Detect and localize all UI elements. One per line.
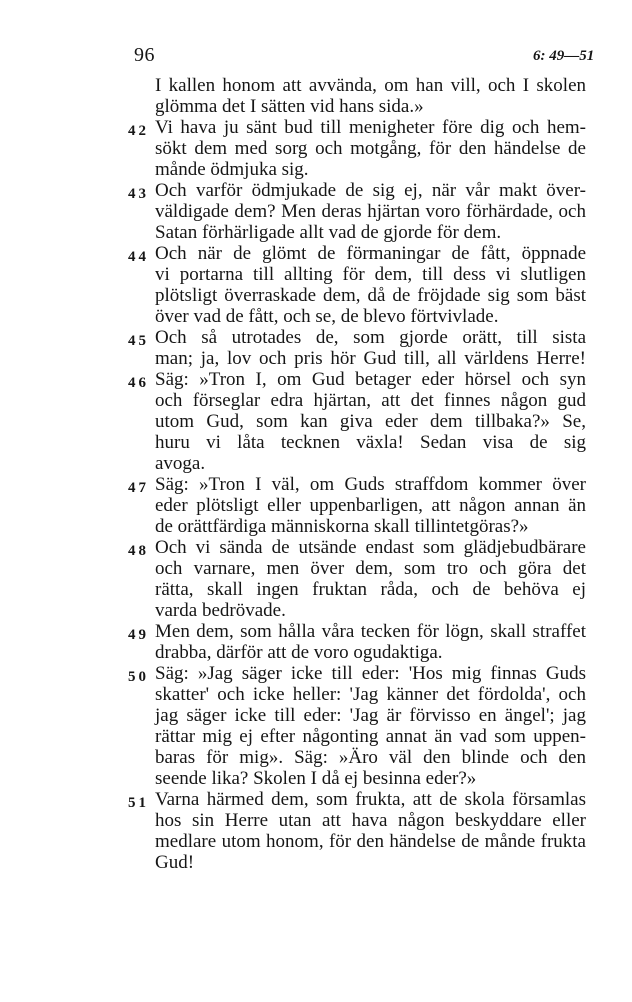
verse-line: Och så utrotades de, som gjorde orätt, till sista [155, 327, 586, 348]
verse-line: Och när de glömt de förmaningar de fått, öppnade [155, 243, 586, 264]
verse-line: de orättfärdiga människorna skall tillintetgöras?» [155, 516, 529, 537]
verse-line: rätta, skall ingen fruktan råda, och de behöva ej [155, 579, 586, 600]
verse-line: Gud! [155, 852, 195, 873]
verse-line: Men dem, som hålla våra tecken för lögn, skall straffet [155, 621, 586, 642]
verse-line: utom Gud, som kan giva eder dem tillbaka?» Se, [155, 411, 586, 432]
verse-number: 42 [128, 123, 149, 139]
verse-line: Säg: »Tron I, om Gud betager eder hörsel och syn [155, 369, 586, 390]
verse-line: varda bedrövade. [155, 600, 286, 621]
verse-line: huru vi låta tecknen växla! Sedan visa de sig [155, 432, 586, 453]
verse-line: Säg: »Jag säger icke till eder: 'Hos mig finnas Guds [155, 663, 586, 684]
verse-line: drabba, därför att de voro ogudaktiga. [155, 642, 443, 663]
verse-number: 49 [128, 627, 149, 643]
verse-line: I kallen honom att avvända, om han vill, och I skolen [155, 75, 586, 96]
verse-line: Varna härmed dem, som frukta, att de skola församlas [155, 789, 586, 810]
verse-line: avoga. [155, 453, 206, 474]
verse-line: jag säger icke till eder: 'Jag är förvisso en ängel'; jag [155, 705, 586, 726]
verse-line: Satan förhärligade allt vad de gjorde för dem. [155, 222, 502, 243]
verse-number: 44 [128, 249, 149, 265]
running-head: 6: 49—51 [533, 48, 595, 64]
verse-line: rättar mig ej efter någonting annat än vad som uppen- [155, 726, 586, 747]
verse-line: plötsligt överraskade dem, då de fröjdade sig som bäst [155, 285, 586, 306]
verse-line: över vad de fått, och se, de blevo förtvivlade. [155, 306, 499, 327]
verse-line: seende lika? Skolen I då ej besinna eder?» [155, 768, 477, 789]
verse-line: och varnare, men över dem, som tro och göra det [155, 558, 586, 579]
verse-number: 47 [128, 480, 149, 496]
verse-number: 51 [128, 795, 149, 811]
verse-number: 43 [128, 186, 149, 202]
verse-line: eder plötsligt eller uppenbarligen, att någon annan än [155, 495, 586, 516]
verse-number: 45 [128, 333, 149, 349]
verse-number: 48 [128, 543, 149, 559]
verse-line: hos sin Herre utan att hava någon beskyddare eller [155, 810, 586, 831]
verse-line: Säg: »Tron I väl, om Guds straffdom kommer över [155, 474, 586, 495]
verse-line: Vi hava ju sänt bud till menigheter före dig och hem- [155, 117, 586, 138]
verse-line: månde ödmjuka sig. [155, 159, 309, 180]
verse-line: medlare utom honom, för den händelse de månde frukta [155, 831, 586, 852]
verse-line: väldigade dem? Men deras hjärtan voro förhärdade, och [155, 201, 586, 222]
verse-line: vi portarna till allting för dem, till dess vi slutligen [155, 264, 586, 285]
verse-number: 50 [128, 669, 149, 685]
verse-line: sökt dem med sorg och motgång, för den händelse de [155, 138, 586, 159]
verse-number: 46 [128, 375, 149, 391]
verse-line: Och varför ödmjukade de sig ej, när vår makt över- [155, 180, 586, 201]
verse-line: och förseglar edra hjärtan, att det finnes någon gud [155, 390, 586, 411]
verse-line: baras för mig». Säg: »Äro väl den blinde och den [155, 747, 586, 768]
verse-line: skatter' och icke heller: 'Jag känner det fördolda', och [155, 684, 586, 705]
verse-line: man; ja, lov och pris hör Gud till, all världens Herre! [155, 348, 586, 369]
verse-line: glömma det I sätten vid hans sida.» [155, 96, 424, 117]
page-number: 96 [134, 44, 155, 66]
verse-line: Och vi sända de utsände endast som glädjebudbärare [155, 537, 586, 558]
